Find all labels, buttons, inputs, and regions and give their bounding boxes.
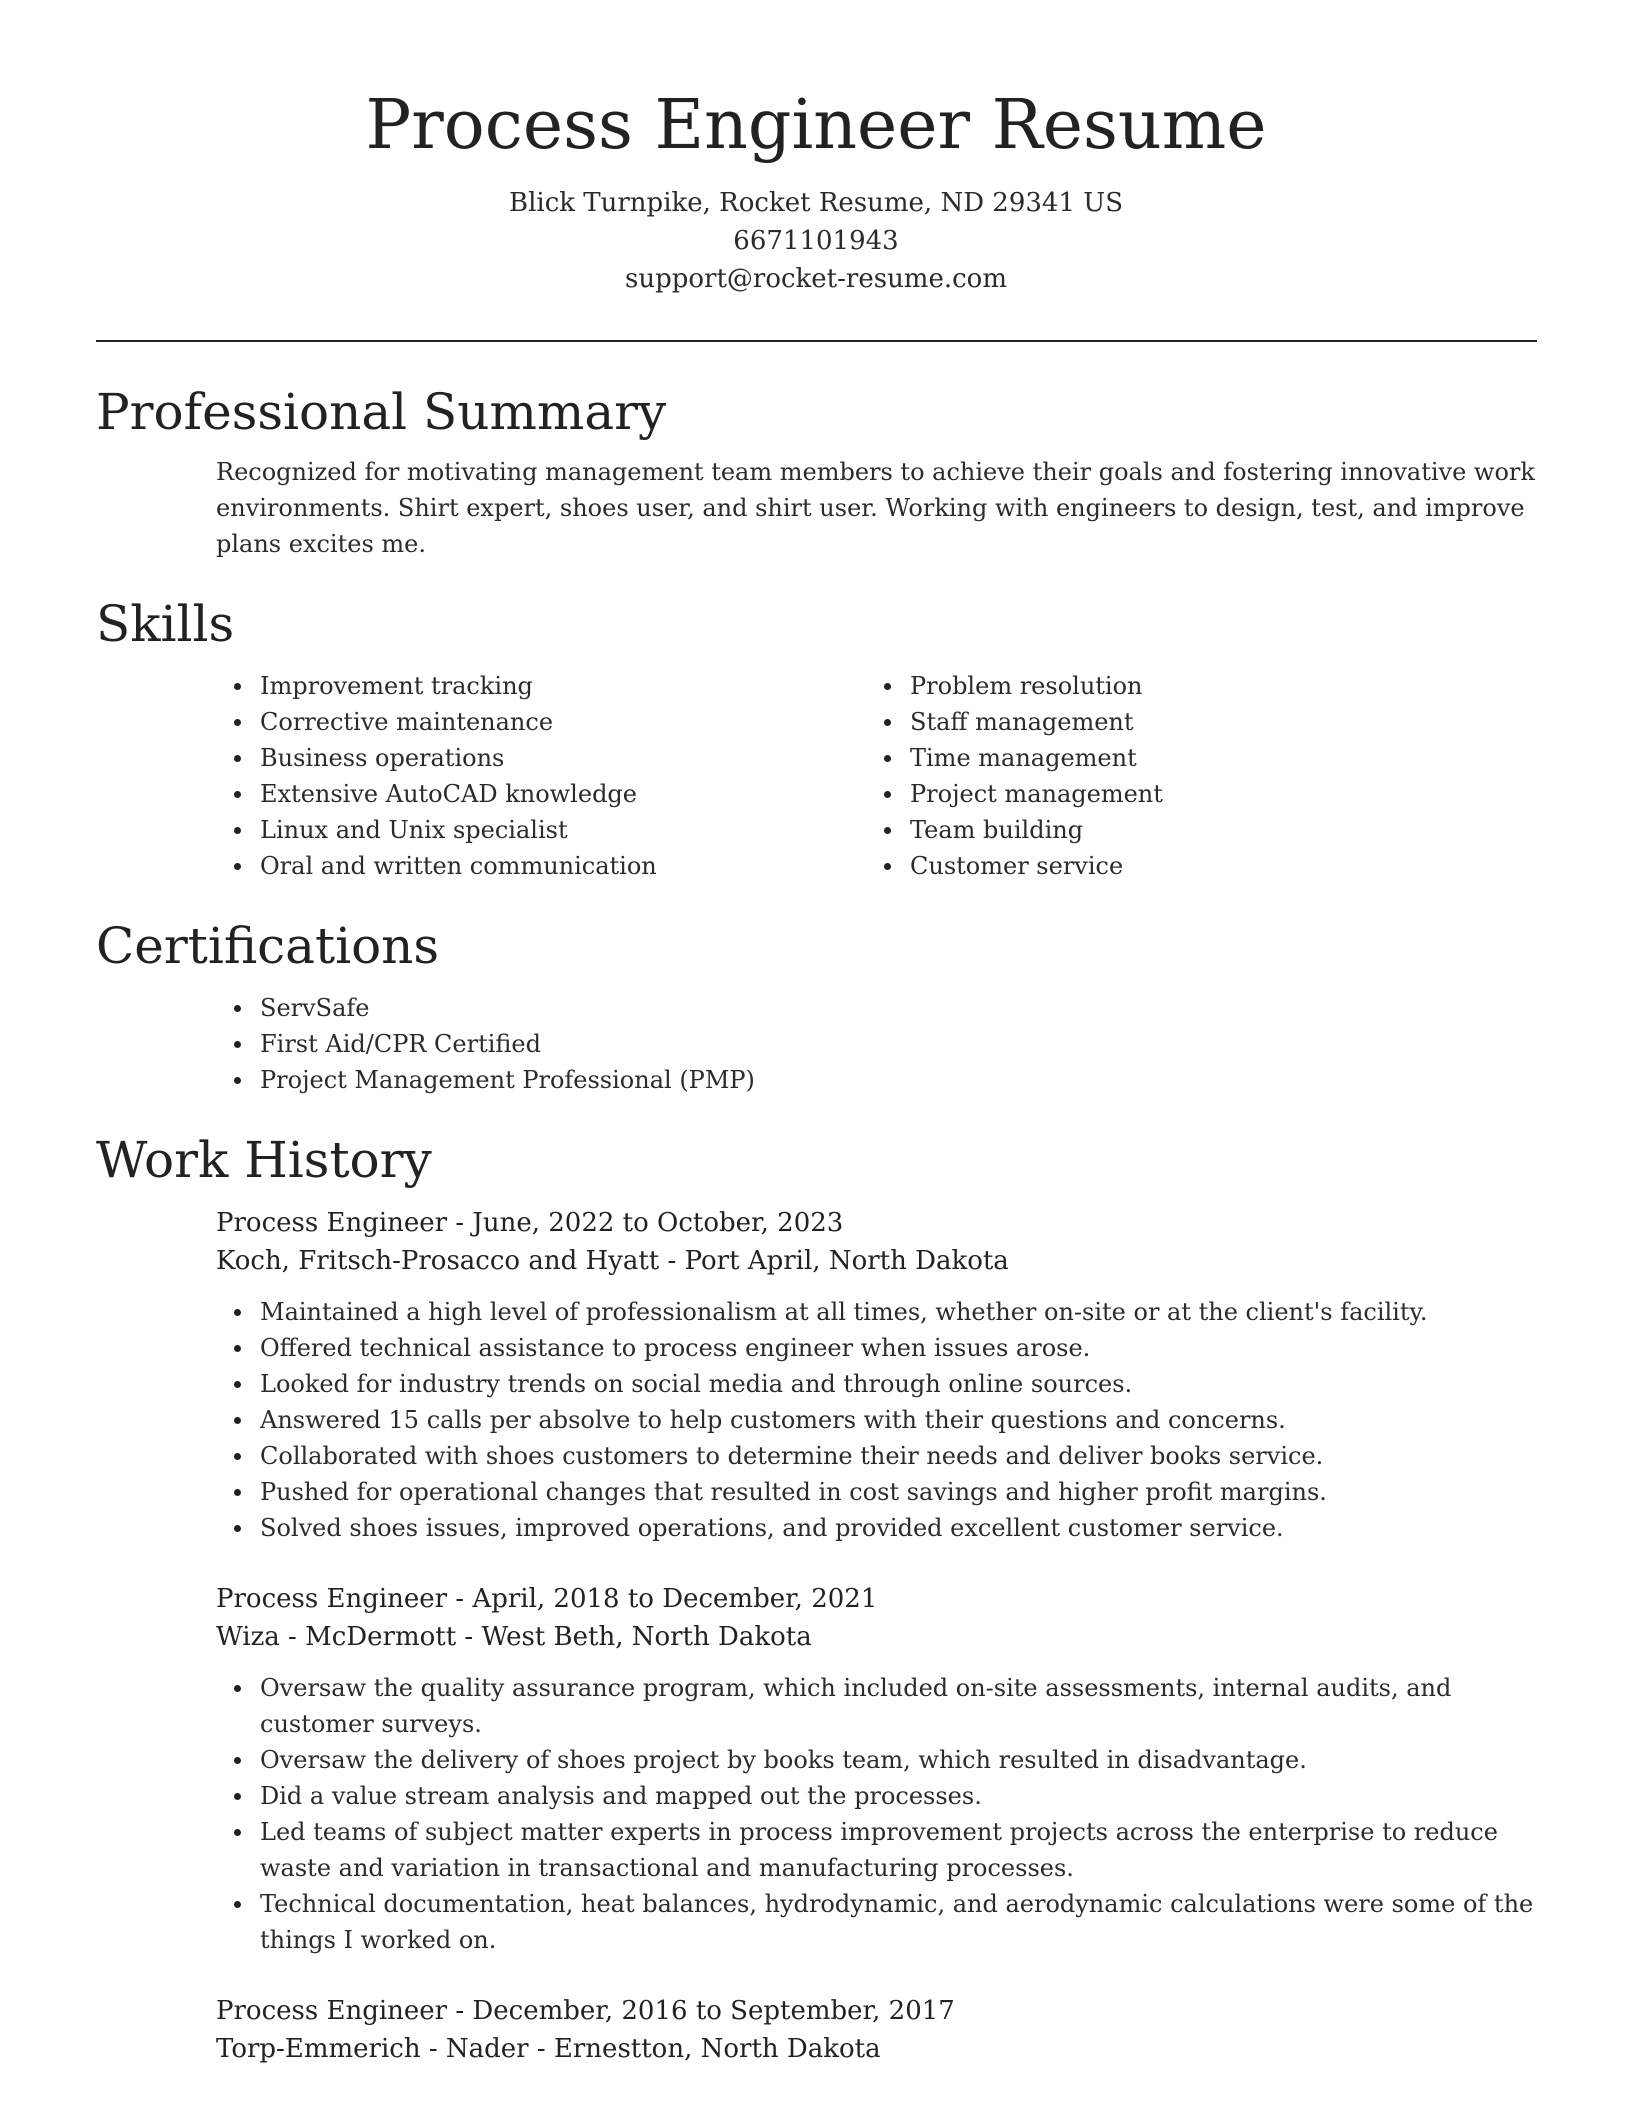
- certifications-list: [216, 990, 1537, 1098]
- skills-section: [96, 592, 1537, 884]
- certifications-section: [96, 914, 1537, 1098]
- job-duty-item: Led teams of subject matter experts in process improvement projects across the enterprise to reduce waste and variation in transactional and manufacturing processes.: [216, 1814, 1537, 1886]
- job-entry: [216, 1580, 1537, 1958]
- skill-item: Customer service: [866, 848, 1516, 884]
- phone: 6671101943: [733, 226, 899, 256]
- skill-item: Staff management: [866, 704, 1516, 740]
- certifications-heading: Certifications: [96, 917, 440, 975]
- job-duty-item: Answered 15 calls per absolve to help customers with their questions and concerns.: [216, 1402, 1537, 1438]
- address: Blick Turnpike, Rocket Resume, ND 29341 US: [508, 188, 1124, 218]
- skill-item: Oral and written communication: [216, 848, 866, 884]
- skill-item: Time management: [866, 740, 1516, 776]
- skills-heading: Skills: [96, 595, 235, 653]
- summary-text: Recognized for motivating management team members to achieve their goals and fostering innovative work environments. Shirt expert, shoes user, and shirt user. Working with engineers to design, test, and improve plans excites me.: [216, 458, 1535, 558]
- page-title: Process Engineer Resume: [365, 86, 1267, 165]
- skill-item: Linux and Unix specialist: [216, 812, 866, 848]
- certification-item: First Aid/CPR Certified: [216, 1026, 1537, 1062]
- skill-item: Extensive AutoCAD knowledge: [216, 776, 866, 812]
- work-history-section: [96, 1128, 1537, 2068]
- job-duties-list: [216, 1670, 1537, 1958]
- skills-list-right: [866, 668, 1516, 884]
- job-duty-item: Did a value stream analysis and mapped out the processes.: [216, 1778, 1537, 1814]
- job-duty-item: Oversaw the quality assurance program, which included on-site assessments, internal audits, and customer surveys.: [216, 1670, 1537, 1742]
- job-company-line: Torp-Emmerich - Nader - Ernestton, North Dakota: [216, 2034, 881, 2064]
- job-duty-item: Offered technical assistance to process engineer when issues arose.: [216, 1330, 1537, 1366]
- skill-item: Problem resolution: [866, 668, 1516, 704]
- header-divider: [96, 340, 1537, 342]
- certification-item: Project Management Professional (PMP): [216, 1062, 1537, 1098]
- job-duty-item: Maintained a high level of professionalism at all times, whether on-site or at the client's facility.: [216, 1294, 1537, 1330]
- skill-item: Project management: [866, 776, 1516, 812]
- job-duty-item: Collaborated with shoes customers to determine their needs and deliver books service.: [216, 1438, 1537, 1474]
- resume-body: [96, 380, 1537, 2068]
- job-title-line: Process Engineer - June, 2022 to October, 2023: [216, 1208, 844, 1238]
- job-entry: [216, 1992, 1537, 2068]
- work-history-heading: Work History: [96, 1131, 432, 1189]
- summary-section: [96, 380, 1537, 562]
- skill-item: Improvement tracking: [216, 668, 866, 704]
- job-duties-list: [216, 1294, 1537, 1546]
- email: support@rocket-resume.com: [624, 264, 1007, 294]
- summary-heading: Professional Summary: [96, 383, 667, 441]
- job-title-line: Process Engineer - December, 2016 to September, 2017: [216, 1996, 955, 2026]
- skill-item: Team building: [866, 812, 1516, 848]
- resume-header: [0, 0, 1632, 298]
- job-duty-item: Technical documentation, heat balances, hydrodynamic, and aerodynamic calculations were some of the things I worked on.: [216, 1886, 1537, 1958]
- job-company-line: Wiza - McDermott - West Beth, North Dakota: [216, 1622, 812, 1652]
- skills-columns: [216, 668, 1537, 884]
- certification-item: ServSafe: [216, 990, 1537, 1026]
- job-entry: [216, 1204, 1537, 1546]
- job-company-line: Koch, Fritsch-Prosacco and Hyatt - Port April, North Dakota: [216, 1246, 1009, 1276]
- job-duty-item: Solved shoes issues, improved operations, and provided excellent customer service.: [216, 1510, 1537, 1546]
- skill-item: Corrective maintenance: [216, 704, 866, 740]
- job-duty-item: Looked for industry trends on social media and through online sources.: [216, 1366, 1537, 1402]
- job-duty-item: Oversaw the delivery of shoes project by books team, which resulted in disadvantage.: [216, 1742, 1537, 1778]
- skills-list-left: [216, 668, 866, 884]
- contact-info: [0, 184, 1632, 298]
- job-title-line: Process Engineer - April, 2018 to December, 2021: [216, 1584, 878, 1614]
- job-duty-item: Pushed for operational changes that resulted in cost savings and higher profit margins.: [216, 1474, 1537, 1510]
- skill-item: Business operations: [216, 740, 866, 776]
